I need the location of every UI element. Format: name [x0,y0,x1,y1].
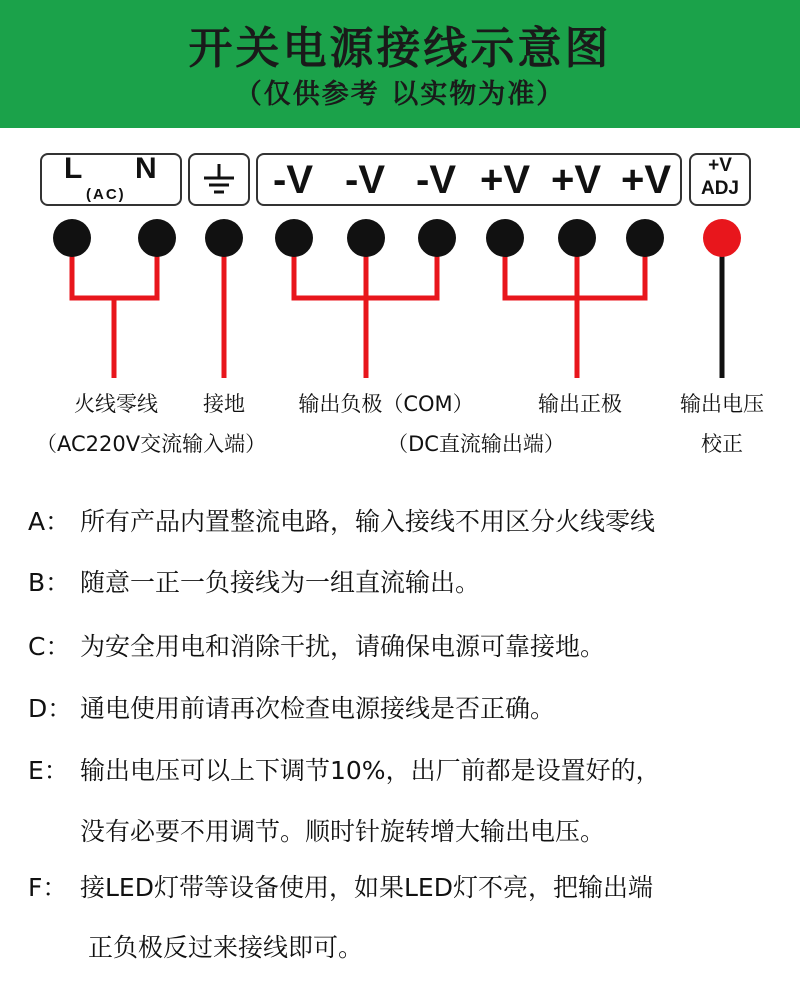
note-text: 通电使用前请再次检查电源接线是否正确。 [80,694,556,723]
terminal-label-n: N [135,152,157,185]
caption-pos: 输出正极 [538,392,622,416]
neg-wires [292,238,440,378]
pos-wires [503,238,648,378]
caption-ac-range: （AC220V交流输入端） [36,432,267,456]
terminal-pos-1 [486,219,524,257]
terminal-n [138,219,176,257]
caption-adj: 输出电压 [680,392,764,416]
terminal-label-ac: (AC) [86,186,126,203]
caption-neg: 输出负极（COM） [298,392,474,416]
terminal-adj [703,219,741,257]
note-a [28,502,655,538]
caption-ground: 接地 [203,392,245,416]
note-b [28,563,480,599]
caption-dc-range: （DC直流输出端） [387,432,565,456]
terminal-neg-1 [275,219,313,257]
terminal-label-l: L [64,152,83,185]
note-text: 所有产品内置整流电路，输入接线不用区分火线零线 [80,507,656,536]
note-text: 为安全用电和消除干扰，请确保电源可靠接地。 [80,632,606,661]
note-text: 输出电压可以上下调节10%，出厂前都是设置好的， [80,756,661,785]
terminal-label-adj: ADJ [700,178,739,199]
terminal-label-adj-v: +V [708,155,732,176]
terminal-pos-2 [558,219,596,257]
note-key: F： [28,873,68,902]
ac-wires [70,238,160,378]
terminal-label-pos-3: +V [620,158,672,202]
note-d [28,689,555,725]
note-c [28,627,605,663]
note-text: 接LED灯带等设备使用，如果LED灯不亮，把输出端 [80,873,653,902]
note-e [28,751,661,787]
terminal-label-neg-1: -V [273,158,313,202]
terminal-neg-3 [418,219,456,257]
page-title: 开关电源接线示意图 [188,23,612,74]
caption-adj-2: 校正 [701,432,743,456]
terminal-pos-3 [626,219,664,257]
note-key: B： [28,568,71,597]
caption-ac: 火线零线 [74,392,158,416]
terminal-ground [205,219,243,257]
note-e-continued: 没有必要不用调节。顺时针旋转增大输出电压。 [80,817,606,846]
note-key: A： [28,507,71,536]
terminal-label-pos-1: +V [479,158,531,202]
note-f [28,868,653,904]
terminal-label-pos-2: +V [550,158,602,202]
page-subtitle: （仅供参考 以实物为准） [234,79,566,110]
terminal-label-neg-2: -V [345,158,385,202]
note-key: E： [28,756,69,785]
terminal-label-neg-3: -V [416,158,456,202]
note-text: 随意一正一负接线为一组直流输出。 [80,568,481,597]
terminal-l [53,219,91,257]
note-key: D： [28,694,73,723]
terminal-neg-2 [347,219,385,257]
note-f-continued: 正负极反过来接线即可。 [88,933,364,962]
note-key: C： [28,632,71,661]
